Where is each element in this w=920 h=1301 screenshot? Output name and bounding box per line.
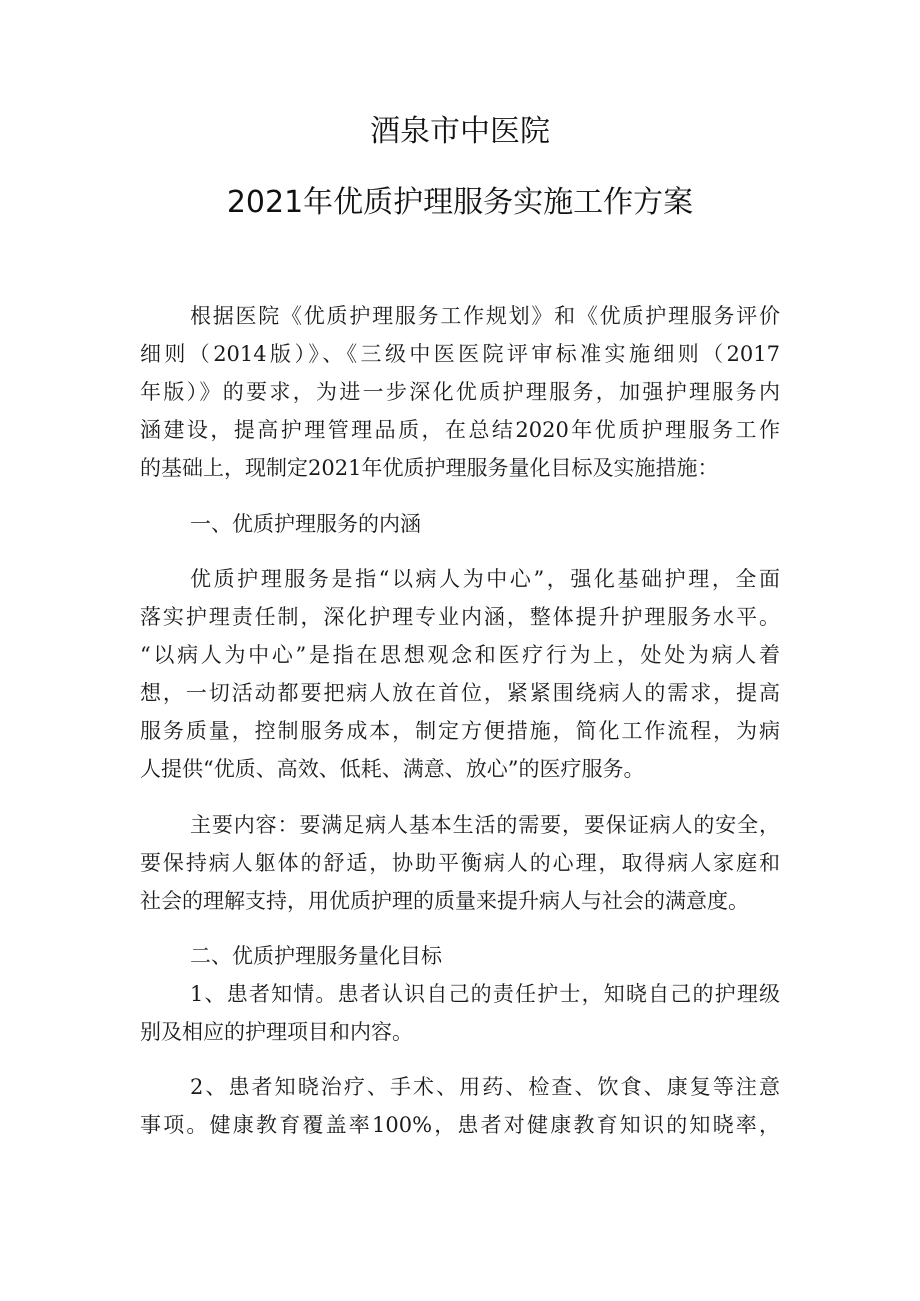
main-content-line: 社会的理解支持，用优质护理的质量来提升病人与社会的满意度。 (140, 889, 749, 913)
target-item-2-line: 事项。健康教育覆盖率100%，患者对健康教育知识的知晓率， (140, 1113, 780, 1137)
intro-line: 的基础上，现制定2021年优质护理服务量化目标及实施措施： (140, 456, 719, 480)
target-item-1-line: 别及相应的护理项目和内容。 (140, 1020, 413, 1044)
target-item-2-line: 2、患者知晓治疗、手术、用药、检查、饮食、康复等注意 (190, 1075, 780, 1099)
connotation-line: 优质护理服务是指“以病人为中心”，强化基础护理，全面 (190, 567, 780, 591)
section-heading-2: 二、优质护理服务量化目标 (190, 944, 442, 968)
intro-line: 年版）》的要求，为进一步深化优质护理服务，加强护理服务内 (140, 380, 780, 404)
connotation-line: 人提供“优质、高效、低耗、满意、放心”的医疗服务。 (140, 757, 645, 781)
target-item-1-line: 1、患者知情。患者认识自己的责任护士，知晓自己的护理级 (190, 982, 780, 1006)
main-content-line: 主要内容：要满足病人基本生活的需要，要保证病人的安全， (190, 813, 780, 837)
intro-line: 根据医院《优质护理服务工作规划》和《优质护理服务评价 (190, 304, 780, 328)
intro-line: 涵建设，提高护理管理品质，在总结2020年优质护理服务工作 (140, 418, 780, 442)
document-title-hospital: 酒泉市中医院 (370, 114, 550, 149)
connotation-line: 落实护理责任制，深化护理专业内涵，整体提升护理服务水平。 (140, 605, 780, 629)
connotation-line: “以病人为中心”是指在思想观念和医疗行为上，处处为病人着 (140, 643, 780, 667)
connotation-line: 想，一切活动都要把病人放在首位，紧紧围绕病人的需求，提高 (140, 681, 780, 705)
intro-line: 细则（2014版）》、《三级中医医院评审标准实施细则（2017 (140, 342, 780, 366)
section-heading-1: 一、优质护理服务的内涵 (190, 512, 421, 536)
connotation-line: 服务质量，控制服务成本，制定方便措施，简化工作流程，为病 (140, 719, 780, 743)
main-content-line: 要保持病人躯体的舒适，协助平衡病人的心理，取得病人家庭和 (140, 851, 780, 875)
document-title-plan: 2021年优质护理服务实施工作方案 (226, 185, 694, 220)
